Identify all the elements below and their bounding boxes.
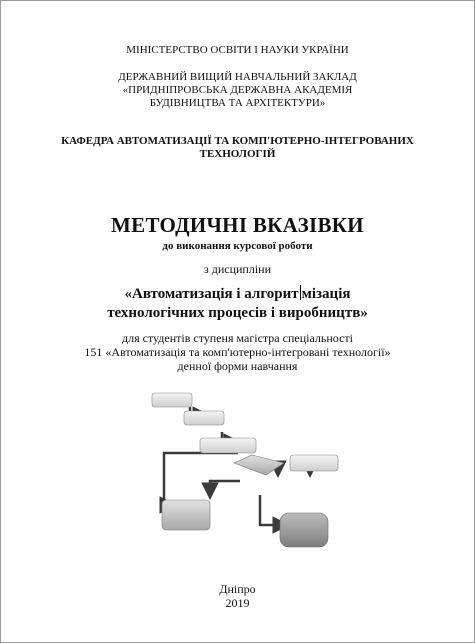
flowchart-terminator (280, 513, 328, 547)
publication-city: Дніпро (219, 582, 256, 596)
document-title: МЕТОДИЧНІ ВКАЗІВКИ (111, 213, 364, 237)
department-line-2: ТЕХНОЛОГІЙ (199, 148, 276, 160)
ministry-name: МІНІСТЕРСТВО ОСВІТИ І НАУКИ УКРАЇНИ (126, 44, 349, 56)
publication-year: 2019 (225, 596, 250, 610)
document-subtitle: до виконання курсової роботи (162, 240, 313, 252)
discipline-name-part-a: «Автоматизація і алгорит (124, 286, 299, 302)
audience-line-1: для студентів ступеня магістра спеціальності (122, 331, 353, 345)
flowchart-block (162, 500, 210, 530)
department-line-1: КАФЕДРА АВТОМАТИЗАЦІЇ ТА КОМП'ЮТЕРНО-ІНТЕГРОВАНИХ (61, 135, 414, 147)
flowchart-illustration (150, 385, 350, 555)
flowchart-block (184, 411, 224, 425)
discipline-name-part-b: мізація (301, 286, 351, 302)
flowchart-block (290, 455, 338, 471)
audience-line-2: 151 «Автоматизація та комп'ютерно-інтегровані технології» (84, 345, 391, 359)
audience-line-3: денної форми навчання (177, 359, 298, 373)
institution-line-2: «ПРИДНІПРОВСЬКА ДЕРЖАВНА АКАДЕМІЯ (122, 84, 353, 96)
text-cursor (300, 285, 301, 300)
discipline-name-line-1 (0, 285, 475, 303)
flowchart-block (152, 393, 192, 407)
institution-line-3: БУДІВНИЦТВА ТА АРХІТЕКТУРИ» (149, 97, 326, 109)
discipline-name-line-2: технологічних процесів і виробництв» (107, 305, 368, 321)
flowchart-block (200, 438, 256, 453)
flowchart-decision (234, 455, 284, 475)
discipline-intro: з дисципліни (203, 262, 272, 276)
institution-line-1: ДЕРЖАВНИЙ ВИЩИЙ НАВЧАЛЬНИЙ ЗАКЛАД (118, 71, 357, 83)
